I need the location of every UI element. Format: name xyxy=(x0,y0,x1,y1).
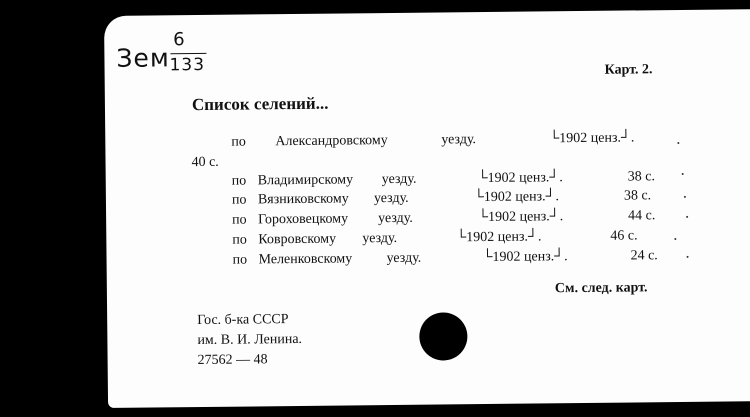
row-count: 38 с. xyxy=(623,188,652,204)
row-prefix: по xyxy=(232,232,247,248)
row-district-name: Ковровскому xyxy=(258,231,337,248)
row-census: └1902 ценз.┘. xyxy=(477,170,563,187)
row-census: └1902 ценз.┘. xyxy=(456,229,542,246)
stray-mark xyxy=(682,173,684,175)
row-census: └1902 ценз.┘. xyxy=(473,189,560,206)
row-count: 44 с. xyxy=(628,208,656,224)
imprint-named-after: им. В. И. Ленина. xyxy=(197,331,303,349)
row-prefix: по xyxy=(231,173,247,189)
row-count: 24 с. xyxy=(630,248,658,264)
row-uezd: уезду. xyxy=(378,210,413,227)
row-count: 46 с. xyxy=(610,228,638,244)
row-prefix: по xyxy=(232,212,247,228)
card-title: Список селений... xyxy=(191,93,329,115)
punch-hole xyxy=(419,312,468,361)
row-census: └1902 ценз.┘. xyxy=(482,249,568,266)
handwritten-shelfmark-denominator: 133 xyxy=(169,54,206,76)
row-uezd: уезду. xyxy=(381,171,417,188)
row-uezd: уезду. xyxy=(373,190,409,207)
handwritten-shelfmark-numerator: 6 xyxy=(173,29,185,51)
imprint-library: Гос. б-ка СССР xyxy=(197,312,289,329)
handwritten-shelfmark: Зем xyxy=(116,43,170,73)
row-uezd: уезду. xyxy=(441,132,477,148)
row-prefix: по xyxy=(231,134,246,150)
row-count: 38 с. xyxy=(627,169,656,185)
continuation-note: См. след. карт. xyxy=(554,280,648,297)
row-district-name: Вязниковскому xyxy=(257,191,349,208)
stray-mark xyxy=(687,256,689,258)
row-district-name: Меленковскому xyxy=(258,251,353,268)
row-district-name: Гороховецкому xyxy=(258,211,349,228)
stray-mark xyxy=(677,142,679,144)
row-census: └1902 ценз.┘. xyxy=(549,130,635,147)
catalog-card xyxy=(104,9,750,408)
card-number: Карт. 2. xyxy=(604,62,653,78)
row-district-name: Владимирскому xyxy=(257,172,354,189)
row-district-name: Александровскому xyxy=(275,133,388,150)
stray-mark xyxy=(686,216,688,218)
stray-mark xyxy=(684,196,686,198)
row-census: └1902 ценз.┘. xyxy=(478,209,564,226)
imprint-print-number: 27562 — 48 xyxy=(197,352,268,369)
row-prefix: по xyxy=(231,192,247,208)
row-uezd: уезду. xyxy=(362,230,398,247)
row-uezd: уезду. xyxy=(386,250,422,267)
row-count: 40 с. xyxy=(191,154,219,171)
row-prefix: по xyxy=(232,252,248,268)
stray-mark xyxy=(674,238,676,240)
